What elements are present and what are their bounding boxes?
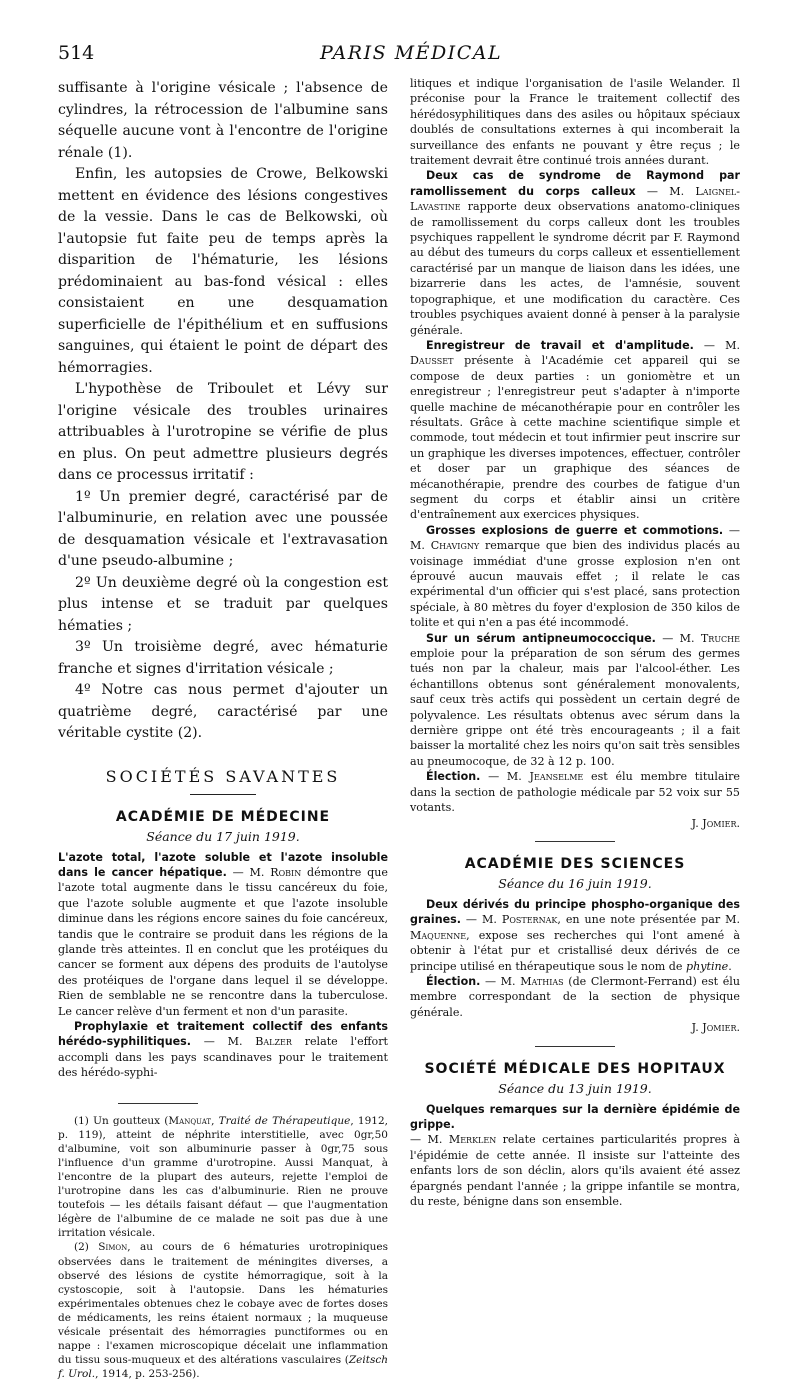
article: Sur un sérum antipneumococcique. — M. Truche emploie pour la préparation de son sérum des germes tués non par la chaleur, mais par l'alcool-éther. Les échantillons obtenus sont généralement monovalents, sauf ceux très actifs qui possèdent un certain degré de polyvalence. Les résultats obtenus avec sérum dans la dernière grippe ont été très encourageants ; il a fait baisser la mortalité chez les noirs qu'on sait très sensibles au pneumocoque, de 32 à 12 p. 100. — [410, 631, 740, 768]
footnote: (2) Simon, au cours de 6 hématuries urotropiniques observées dans le traitement de méningites diverses, a observé des lésions de cystite hémorragique, soit à la cystoscopie, soit à l'autopsie. Dans les hématuries expérimentales obtenues chez le cobaye avec de fortes doses de médicaments, les reins étaient normaux ; la muqueuse vésicale présentait des hémorragies punctiformes ou en nappe : l'examen microscopique décelait une inflammation du tissu sous-muqueux et des altérations vasculaires (Zeitsch f. Urol., 1914, p. 253-256). — [58, 1241, 388, 1381]
author: Robin — [270, 865, 302, 879]
article-title: Deux cas de syndrome de Raymond par ramollissement du corps calleux — [410, 169, 740, 198]
article: L'azote total, l'azote soluble et l'azote insoluble dans le cancer hépatique. — M. Robin démontre que l'azote total augmente dans le tissu cancéreux du foie, que l'azote soluble augmente et que l'azote insoluble diminue dans les régions encore saines du foie cancéreux, tandis que le contraire se produit dans les régions de la glande très atteintes. Il en conclut que les protéiques du cancer se forment aux dépens des produits de l'autolyse des protéiques de l'organe dans lequel il se développe. Rien de semblable ne se rencontre dans la tuberculose. Le cancer relève d'un ferment et non d'un parasite. — [58, 850, 388, 1018]
society-title: ACADÉMIE DE MÉDECINE — [115, 808, 331, 825]
paragraph: suffisante à l'origine vésicale ; l'absence de cylindres, la rétrocession de l'albumine sans séquelle aucune vont à l'encontre de l'origine rénale (1). — [58, 80, 388, 161]
society-title: ACADÉMIE DES SCIENCES — [464, 855, 686, 872]
paragraph: 4º Notre cas nous permet d'ajouter un quatrième degré, caractérisé par une véritable cystite (2). — [58, 682, 388, 741]
paragraph: 3º Un troisième degré, avec hématurie franche et signes d'irritation vésicale ; — [58, 639, 388, 677]
author: Laignel-Lavastine — [410, 184, 740, 214]
article-title: Élection. — [426, 770, 481, 784]
session-date: Séance du 16 juin 1919. — [498, 875, 652, 891]
author: Maquenne — [410, 928, 467, 942]
article: Élection. — M. Jeanselme est élu membre titulaire dans la section de pathologie médicale par 52 voix sur 55 votants. — [410, 770, 740, 815]
author: Posternak — [501, 913, 558, 927]
session-date: Séance du 13 juin 1919. — [498, 1080, 652, 1096]
footnote: (1) Un goutteux (Manquat, Traité de Thérapeutique, 1912, p. 119), atteint de néphrite interstitielle, avec 0gr,50 d'albumine, voit son albuminurie passer à 0gr,75 sous l'influence d'un gramme d'urotropine. Aussi Manquat, à l'encontre de la plupart des auteurs, rejette l'emploi de l'urotropine dans les cas d'albuminurie. Rien ne prouve toutefois — les détails faisant défaut — que l'augmentation légère de l'albumine de ce malade ne soit pas due à une irritation vésicale. — [58, 1114, 388, 1240]
author: Mathias — [520, 974, 564, 988]
paragraph: L'hypothèse de Triboulet et Lévy sur l'origine vésicale des troubles urinaires attribuables à l'urotropine se vérifie de plus en plus. On peut admettre plusieurs degrés dans ce processus irritatif : — [58, 381, 388, 483]
article-title: Enregistreur de travail et d'amplitude. — [426, 338, 694, 352]
article: Enregistreur de travail et d'amplitude. — M. Dausset présente à l'Académie cet appareil qui se compose de deux parties : un goniomètre et un enregistreur ; l'enregistreur peut s'adapter à n'importe quelle machine de mécanothérapie pour en contrôler les résultats. Grâce à cette machine scientifique simple et commode, tout médecin et tout infirmier peut inscrire sur un graphique les diverses impotences, effectuer, contrôler et doser par un graphique des séances de mécanothérapie, prendre des courbes de fatigue d'un segment du corps et établir ainsi un critère d'entraînement aux exercices physiques. — [410, 338, 740, 522]
left-column — [58, 78, 388, 1381]
divider — [535, 841, 615, 842]
running-title: PARIS MÉDICAL — [320, 42, 503, 64]
paragraph: 2º Un deuxième degré où la congestion est plus intense et se traduit par quelques hématies ; — [58, 574, 388, 634]
divider — [190, 794, 256, 795]
author: Chavigny — [430, 539, 480, 553]
paragraph: 1º Un premier degré, caractérisé par de l'albuminurie, en relation avec une poussée de desquamation vésicale et l'extravasation d'une pseudo-albumine ; — [58, 488, 388, 569]
author: Jeanselme — [529, 770, 584, 784]
article: Élection. — M. Mathias (de Clermont-Ferrand) est élu membre correspondant de la section de physique générale. — [410, 974, 740, 1019]
section-title: SOCIÉTÉS SAVANTES — [105, 766, 341, 786]
article: Prophylaxie et traitement collectif des enfants hérédo-syphilitiques. — M. Balzer relate l'effort accompli dans les pays scandinaves pour le traitement des hérédo-syphi- — [58, 1019, 389, 1080]
signature: J. Jomier. — [691, 1021, 740, 1035]
paragraph: litiques et indique l'organisation de l'asile Welander. Il préconise pour la France le traitement collectif des hérédosyphilitiques dans des asiles ou hôpitaux spéciaux doublés de consultations externes à qui incomberait la surveillance des enfants ne pouvant y être reçus ; le traitement devrait être continué trois années durant. — [410, 77, 740, 168]
paragraph: Enfin, les autopsies de Crowe, Belkowski mettent en évidence des lésions congestives de la vessie. Dans le cas de Belkowski, où l'autopsie fut faite peu de temps après la disparition de l'hématurie, les lésions prédominaient au bas-fond vésical : elles consistaient en une desquamation superficielle de l'épithélium et en suffusions sanguines, qui étaient le point de départ des hémorragies. — [58, 166, 388, 376]
page-number: 514 — [58, 42, 95, 64]
author: Merklen — [448, 1133, 497, 1147]
author: Balzer — [255, 1035, 292, 1049]
author: Dausset — [410, 354, 454, 368]
footnote-divider — [118, 1103, 198, 1104]
article: — M. Merklen relate certaines particularités propres à l'épidémie de cette année. Il insiste sur l'atteinte des enfants lors de son déclin, alors qu'ils avaient été assez épargnés pendant l'année ; la grippe infantile se montra, du reste, bénigne dans son ensemble. — [410, 1133, 740, 1208]
article-title: Deux dérivés du principe phospho-organique des graines. — [410, 897, 740, 927]
article: Deux cas de syndrome de Raymond par ramollissement du corps calleux — M. Laignel-Lavastine rapporte deux observations anatomo-cliniques de ramollissement du corps calleux dont les troubles psychiques rappellent le syndrome décrit par F. Raymond au début des tumeurs du corps calleux et essentiellement caractérisé par un manque de liaison dans les idées, une bizarrerie dans les actes, de l'amnésie, souvent topographique, et une modification du caractère. Ces troubles psychiques avaient donné à penser à la paralysie générale. — [410, 169, 740, 337]
footnotes — [58, 1114, 388, 1381]
article-title: L'azote total, l'azote soluble et l'azote insoluble dans le cancer hépatique. — [58, 850, 388, 879]
right-column — [410, 76, 740, 1209]
article-title: Élection. — [426, 974, 481, 988]
article-title: Sur un sérum antipneumococcique. — [426, 631, 656, 645]
article-title-line — [410, 1102, 740, 1133]
signature: J. Jomier. — [691, 816, 740, 830]
society-title: SOCIÉTÉ MÉDICALE DES HOPITAUX — [424, 1060, 726, 1077]
divider — [535, 1046, 615, 1047]
article-title: Grosses explosions de guerre et commotions. — [426, 523, 724, 537]
session-date: Séance du 17 juin 1919. — [146, 828, 300, 844]
article: Grosses explosions de guerre et commotions. — M. Chavigny remarque que bien des individus placés au voisinage immédiat d'une grosse explosion n'en ont éprouvé aucun mauvais effet ; il relate le cas expérimental d'un officier qui s'est placé, sans protection spéciale, à 80 mètres du foyer d'explosion de 350 kilos de tolite et qui n'en a pas été incommodé. — [410, 523, 741, 630]
article: Deux dérivés du principe phospho-organique des graines. — M. Posternak, en une note présentée par M. Maquenne, expose ses recherches qui l'ont amené à obtenir à l'état pur et cristallisé deux dérivés de ce principe utilisé en thérapeutique sous le nom de phytine. — [410, 897, 741, 973]
article-title: Prophylaxie et traitement collectif des enfants hérédo-syphilitiques. — [58, 1019, 388, 1049]
article-title: Quelques remarques sur la dernière épidémie de grippe. — [410, 1102, 740, 1131]
author: Truche — [700, 631, 740, 645]
